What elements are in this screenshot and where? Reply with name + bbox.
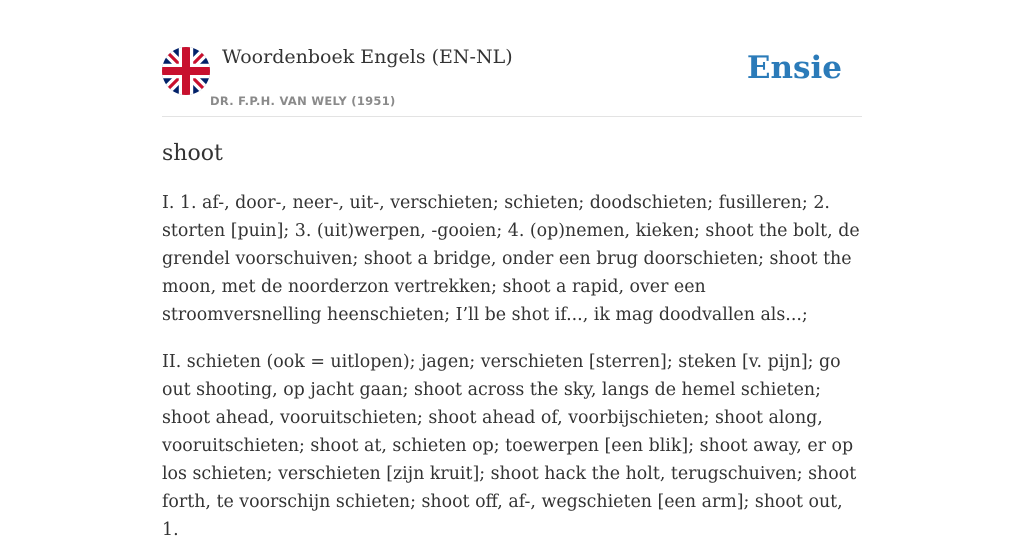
dictionary-author: DR. F.P.H. VAN WELY (1951) <box>210 94 396 108</box>
headword: shoot <box>162 141 223 166</box>
page <box>162 0 862 544</box>
uk-flag-icon <box>162 47 210 95</box>
definition-1: I. 1. af-, door-, neer-, uit-, verschieten; schieten; doodschieten; fusilleren; 2. storten [puin]; 3. (uit)werpen, -gooien; 4. (op)nemen, kieken; shoot the bolt, de grendel voorschuiven; shoot a bridge, onder een brug doorschieten; shoot the moon, met de noorderzon vertrekken; shoot a rapid, over een stroomversnelling heenschieten; I’ll be shot if..., ik mag doodvallen als...; <box>162 193 860 325</box>
definition-2: II. schieten (ook = uitlopen); jagen; verschieten [sterren]; steken [v. pijn]; go out shooting, op jacht gaan; shoot across the sky, langs de hemel schieten; shoot ahead, vooruitschieten; shoot ahead of, voorbijschieten; shoot along, vooruitschieten; shoot at, schieten op; toewerpen [een blik]; shoot away, er op los schieten; verschieten [zijn kruit]; shoot hack the holt, terugschuiven; shoot forth, te voorschijn schieten; shoot off, af-, wegschieten [een arm]; shoot out, 1. <box>162 352 857 540</box>
dictionary-title[interactable]: Woordenboek Engels (EN-NL) <box>222 46 513 68</box>
dictionary-header <box>162 0 862 117</box>
ensie-logo-link[interactable]: Ensie <box>746 50 842 86</box>
